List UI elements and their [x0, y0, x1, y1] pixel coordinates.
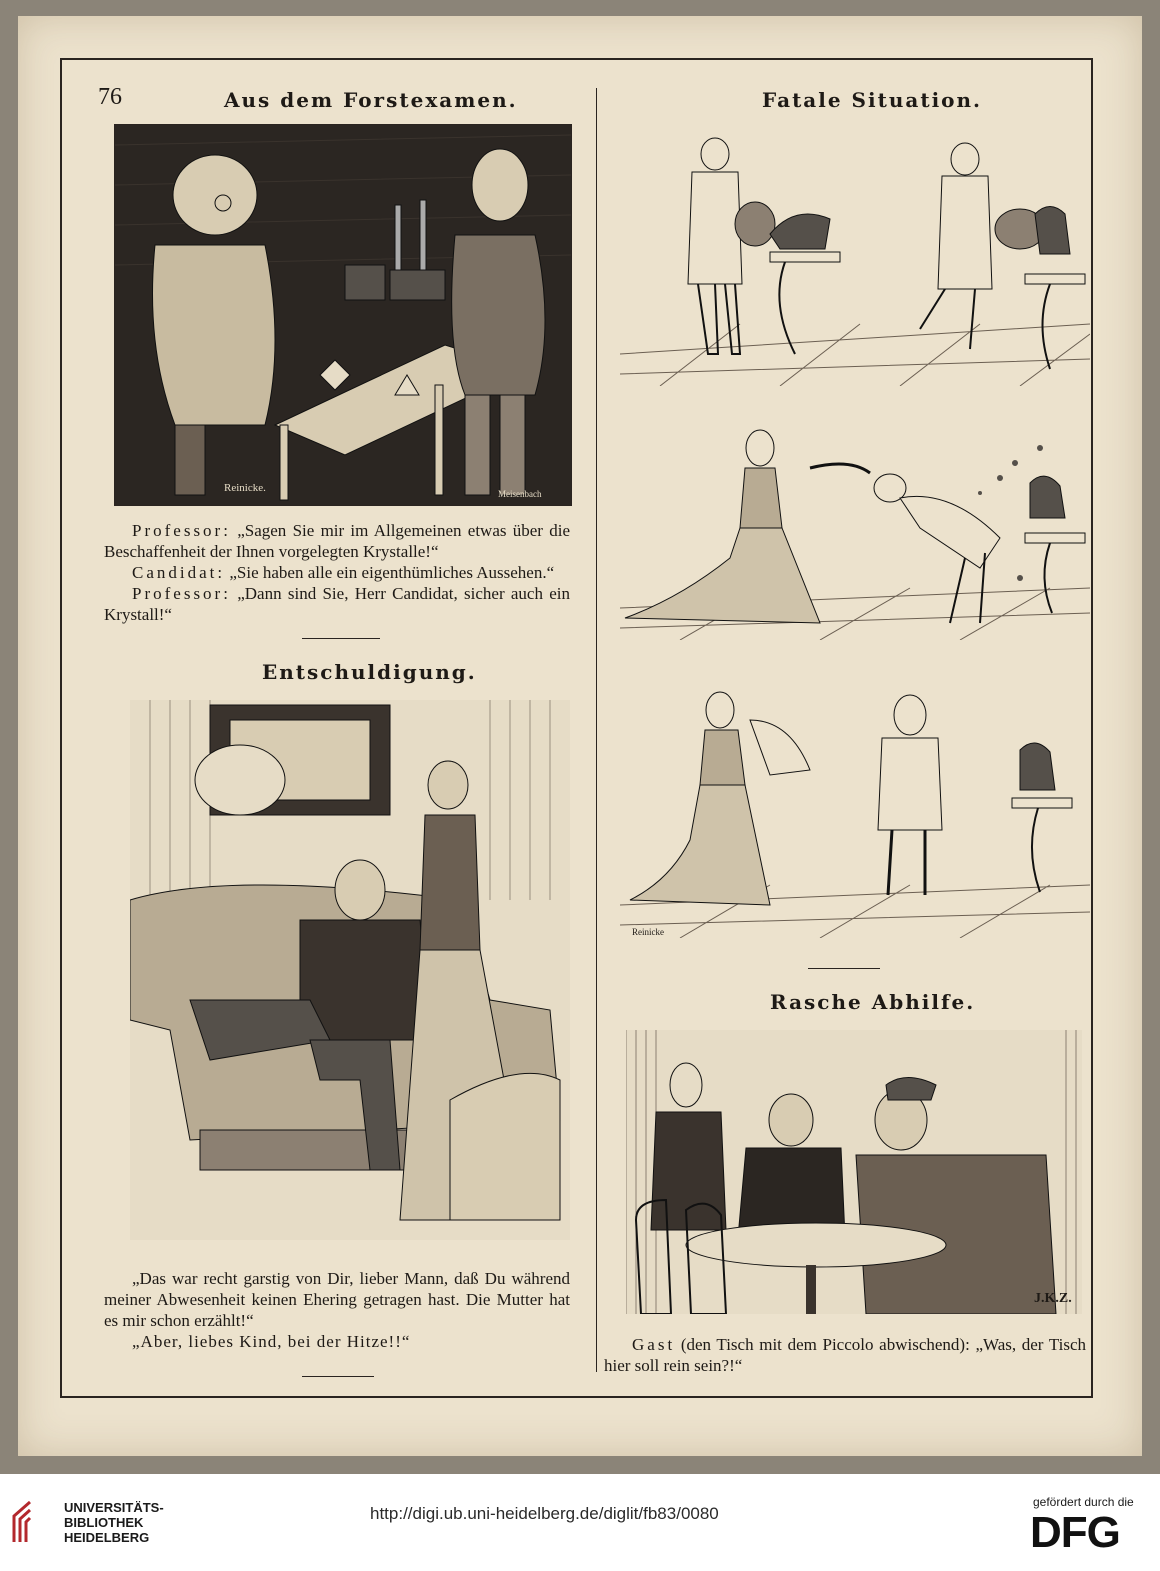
caption-entschuldigung-2: „Aber, liebes Kind, bei der Hitze!!“	[132, 1332, 411, 1351]
dialog-text-3: „Dann sind Sie, Herr Candidat, sicher auch ein Krystall!“	[104, 584, 571, 624]
library-name-line-2: BIBLIOTHEK	[64, 1515, 144, 1530]
dialog-text-1: „Sagen Sie mir im Allgemeinen etwas über die Beschaffenheit der Ihnen vorgelegten Krystalle!“	[104, 521, 570, 561]
illustration-fatale-3	[620, 680, 1090, 938]
speaker-professor-1: Professor:	[132, 521, 231, 540]
library-name-line-3: HEIDELBERG	[64, 1530, 150, 1545]
separator-rule-3	[808, 968, 880, 969]
signature-reinicke-2: Reinicke	[632, 927, 664, 937]
title-fatale-situation: Fatale Situation.	[762, 88, 983, 112]
speaker-gast: Gast	[632, 1335, 676, 1354]
library-name	[64, 1500, 164, 1545]
signature-reinicke: Reinicke.	[224, 482, 266, 494]
caption-rasche-abhilfe	[604, 1334, 1086, 1376]
title-entschuldigung: Entschuldigung.	[262, 660, 477, 684]
dialog-text-2: „Sie haben alle ein eigenthümliches Aussehen.“	[229, 563, 555, 582]
illustration-forstexamen	[114, 124, 572, 506]
caption-rasche-abhilfe-body: (den Tisch mit dem Piccolo abwischend): „Was, der Tisch hier soll rein sein?!“	[604, 1335, 1086, 1375]
digital-library-url-link[interactable]: http://digi.ub.uni-heidelberg.de/diglit/fb83/0080	[370, 1504, 719, 1523]
separator-rule-2	[302, 1376, 374, 1377]
illustration-fatale-2	[620, 408, 1090, 640]
separator-rule-1	[302, 638, 380, 639]
page-number: 76	[98, 84, 122, 110]
illustration-rasche-abhilfe	[626, 1030, 1082, 1314]
caption-entschuldigung-1: „Das war recht garstig von Dir, lieber Mann, daß Du während meiner Abwesenheit keinen Ehering getragen hast. Die Mutter hat es mir schon erzählt!“	[104, 1269, 570, 1330]
library-name-line-1: UNIVERSITÄTS-	[64, 1500, 164, 1515]
dialog-line-2	[104, 562, 570, 583]
caption-entschuldigung	[104, 1268, 570, 1352]
title-forstexamen: Aus dem Forstexamen.	[224, 88, 518, 112]
signature-meisenbach: Meisenbach	[498, 489, 542, 499]
dfg-logo[interactable]: DFG	[1030, 1508, 1120, 1557]
speaker-professor-2: Professor:	[132, 584, 231, 603]
funded-by-label: gefördert durch die	[1033, 1495, 1134, 1509]
illustration-fatale-1	[620, 124, 1090, 386]
illustration-entschuldigung	[130, 700, 570, 1240]
dialog-line-1	[104, 520, 570, 562]
title-rasche-abhilfe: Rasche Abhilfe.	[770, 990, 976, 1014]
signature-jkz: J.K.Z.	[1034, 1291, 1072, 1306]
university-library-logo-icon[interactable]	[8, 1498, 52, 1546]
dialog-forstexamen	[104, 520, 570, 625]
speaker-candidat: Candidat:	[132, 563, 226, 582]
column-divider	[596, 88, 597, 1372]
caption-rasche-abhilfe-text	[604, 1334, 1086, 1376]
dialog-line-3	[104, 583, 570, 625]
